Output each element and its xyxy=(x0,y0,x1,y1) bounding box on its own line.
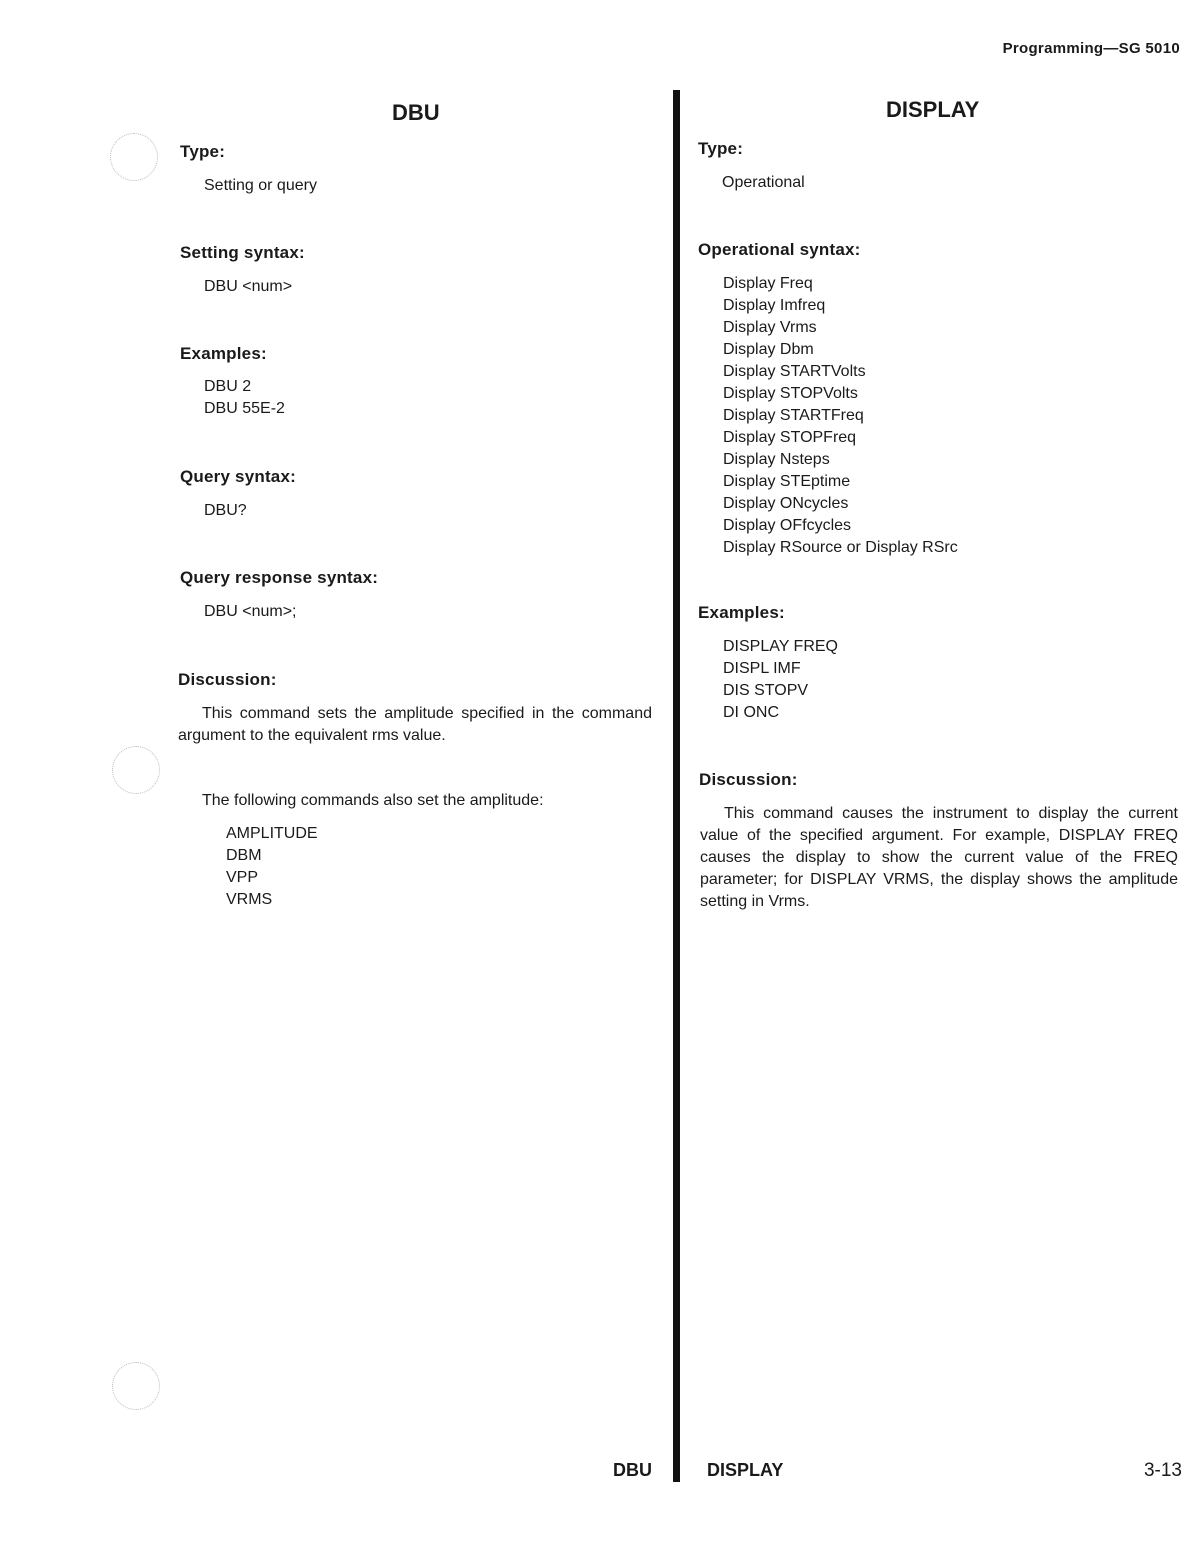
right-type-heading: Type: xyxy=(698,139,744,158)
list-item: DISPL IMF xyxy=(723,660,801,677)
list-item: Display Freq xyxy=(723,275,813,292)
list-item: DISPLAY FREQ xyxy=(723,638,838,655)
list-item: Display STOPVolts xyxy=(723,385,858,402)
right-column-title: DISPLAY xyxy=(886,97,980,122)
list-item: DBU 55E-2 xyxy=(204,400,285,417)
right-type-value: Operational xyxy=(722,174,805,191)
left-type-value: Setting or query xyxy=(204,177,317,194)
list-item: DBM xyxy=(226,847,262,864)
right-syntax-list xyxy=(723,273,958,559)
left-setting-heading: Setting syntax: xyxy=(180,243,305,262)
column-divider xyxy=(673,90,680,1482)
left-discussion-heading: Discussion: xyxy=(178,670,277,689)
right-examples-heading: Examples: xyxy=(698,603,785,622)
right-examples-list xyxy=(723,636,838,724)
list-item: Display ONcycles xyxy=(723,495,849,512)
list-item: AMPLITUDE xyxy=(226,825,318,842)
punch-hole-bottom xyxy=(112,1362,160,1410)
left-query-value: DBU? xyxy=(204,502,247,519)
list-item: VPP xyxy=(226,869,259,886)
list-item: Display Dbm xyxy=(723,341,814,358)
left-examples-heading: Examples: xyxy=(180,344,267,363)
running-header: Programming—SG 5010 xyxy=(1002,40,1180,57)
list-item: VRMS xyxy=(226,891,273,908)
list-item: Display STOPFreq xyxy=(723,429,857,446)
list-item: Display Nsteps xyxy=(723,451,830,468)
footer-right-label: DISPLAY xyxy=(707,1460,784,1480)
list-item: DIS STOPV xyxy=(723,682,809,699)
left-discussion-paragraph: This command sets the amplitude specified in the command argument to the equivalent rms value. xyxy=(178,705,652,744)
left-setting-value: DBU <num> xyxy=(204,278,293,295)
list-item: DBU 2 xyxy=(204,378,252,395)
list-item: Display STARTVolts xyxy=(723,363,866,380)
list-item: Display STEptime xyxy=(723,473,851,490)
footer-left-label: DBU xyxy=(613,1460,652,1480)
right-discussion-paragraph: This command causes the instrument to display the current value of the specified argument. For example, DISPLAY FREQ causes the display to show the current value of the FREQ parameter; for DISPLAY VRMS, the display shows the amplitude setting in Vrms. xyxy=(700,805,1178,910)
list-item: Display Vrms xyxy=(723,319,817,336)
right-syntax-heading: Operational syntax: xyxy=(698,240,861,259)
punch-hole-top xyxy=(110,133,158,181)
left-discussion-paragraph-2: The following commands also set the amplitude: xyxy=(202,792,544,809)
list-item: DI ONC xyxy=(723,704,779,721)
list-item: Display OFfcycles xyxy=(723,517,852,534)
left-also-commands-list xyxy=(226,823,318,911)
left-type-heading: Type: xyxy=(180,142,226,161)
left-response-heading: Query response syntax: xyxy=(180,568,379,587)
right-discussion-heading: Discussion: xyxy=(699,770,798,789)
list-item: Display RSource or Display RSrc xyxy=(723,539,958,556)
left-query-heading: Query syntax: xyxy=(180,467,296,486)
left-examples-list xyxy=(204,376,285,420)
page-number: 3-13 xyxy=(1143,1460,1182,1481)
list-item: Display Imfreq xyxy=(723,297,826,314)
list-item: Display STARTFreq xyxy=(723,407,864,424)
punch-hole-middle xyxy=(112,746,160,794)
left-response-value: DBU <num>; xyxy=(204,603,297,620)
left-column-title: DBU xyxy=(392,100,440,125)
